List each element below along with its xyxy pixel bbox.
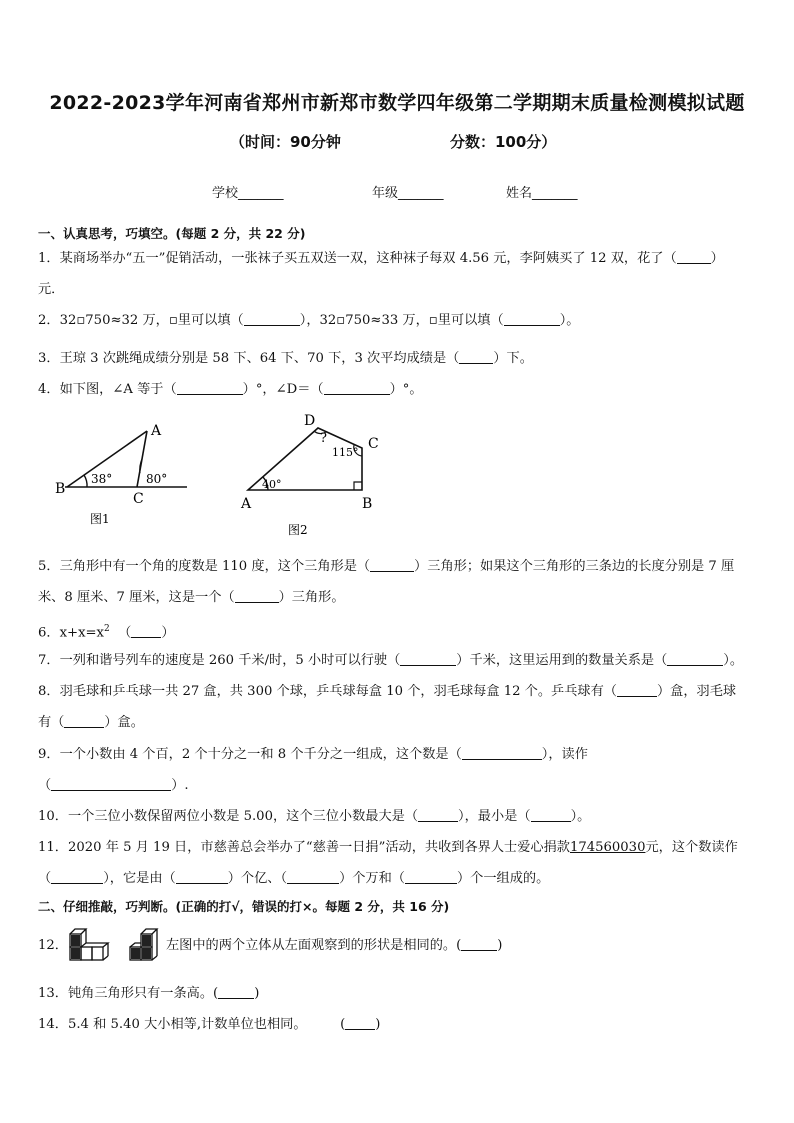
answer-blank[interactable]	[459, 348, 493, 364]
question-6: 6．$x+x=x^2$ （ ）	[38, 624, 175, 641]
fig2-angle-d: ?	[320, 431, 327, 446]
question-13: 13．钝角三角形只有一条高。( )	[38, 978, 760, 1009]
figure-2	[238, 410, 388, 540]
fig2-label-b: B	[362, 496, 373, 512]
fig2-caption: 图2	[288, 523, 308, 537]
name-field: 姓名_______	[506, 186, 578, 201]
fig1-angle-b: 38°	[91, 472, 113, 486]
answer-blank[interactable]	[131, 622, 161, 638]
answer-blank[interactable]	[504, 310, 560, 326]
answer-blank[interactable]	[345, 1014, 375, 1030]
fig1-caption: 图1	[90, 512, 110, 526]
question-3: 3．王琼 3 次跳绳成绩分别是 58 下、64 下、70 下，3 次平均成绩是（ ）下。	[38, 343, 760, 374]
answer-blank[interactable]	[400, 650, 456, 666]
answer-blank[interactable]	[176, 868, 228, 884]
fig2-angle-a: 40°	[262, 478, 282, 491]
question-14: 14．5.4 和 5.40 大小相等,计数单位也相同。 ( )	[38, 1009, 760, 1040]
grade-field: 年级_______	[372, 186, 444, 201]
answer-blank[interactable]	[667, 650, 723, 666]
question-9: 9．一个小数由 4 个百，2 个十分之一和 8 个千分之一组成，这个数是（ ），读作	[38, 739, 760, 770]
fig2-label-d: D	[304, 413, 316, 429]
answer-blank[interactable]	[418, 806, 458, 822]
fig1-label-a: A	[151, 423, 162, 439]
question-4: 4．如下图，∠A 等于（ ）°，∠D＝（ ）°。	[38, 374, 760, 405]
fig1-label-c: C	[133, 491, 144, 507]
answer-blank[interactable]	[64, 712, 104, 728]
answer-blank[interactable]	[461, 935, 497, 951]
answer-blank[interactable]	[370, 556, 414, 572]
answer-blank[interactable]	[324, 379, 390, 395]
answer-blank[interactable]	[617, 681, 657, 697]
question-12-text: 左图中的两个立体从左面观察到的形状是相同的。( )	[166, 930, 766, 961]
answer-blank[interactable]	[244, 310, 300, 326]
fig2-label-c: C	[368, 436, 379, 452]
question-7: 7．一列和谐号列车的速度是 260 千米/时，5 小时可以行驶（ ）千米，这里运用到的数量关系是（ ）。	[38, 645, 760, 676]
question-8: 8．羽毛球和乒乓球一共 27 盒，共 300 个球，乒乓球每盒 10 个，羽毛球每盒 12 个。乒乓球有（ ）盒，羽毛球	[38, 676, 760, 707]
answer-blank[interactable]	[462, 744, 542, 760]
school-field: 学校_______	[212, 186, 284, 201]
section-2-heading: 二、仔细推敲，巧判断。(正确的打√，错误的打×。每题 2 分，共 16 分)	[38, 899, 450, 914]
question-11: 11．2020 年 5 月 19 日，市慈善总会举办了“慈善一日捐”活动，共收到各界人士爱心捐款174560030元，这个数读作	[38, 840, 738, 855]
question-5: 5．三角形中有一个角的度数是 110 度，这个三角形是（ ）三角形；如果这个三角形的三条边的长度分别是 7 厘	[38, 551, 760, 582]
question-9-cont: （ ）.	[38, 770, 760, 801]
question-8-cont: 有（ ）盒。	[38, 707, 760, 738]
answer-blank[interactable]	[177, 379, 243, 395]
cube-figures-icon	[68, 927, 166, 965]
answer-blank[interactable]	[235, 587, 279, 603]
answer-blank[interactable]	[531, 806, 571, 822]
answer-blank[interactable]	[218, 983, 254, 999]
fig1-angle-c: 80°	[146, 472, 168, 486]
time-limit: （时间：90分钟	[230, 133, 341, 151]
answer-blank[interactable]	[677, 248, 711, 264]
fig2-angle-c: 115°	[332, 446, 359, 459]
donation-amount: 174560030	[569, 840, 646, 855]
question-1-cont: 元．	[38, 282, 65, 297]
question-1: 1．某商场举办“五一”促销活动，一张袜子买五双送一双，这种袜子每双 4.56 元，李阿姨买了 12 双，花了（ ）	[38, 243, 760, 274]
answer-blank[interactable]	[51, 775, 171, 791]
answer-blank[interactable]	[287, 868, 339, 884]
question-10: 10．一个三位小数保留两位小数是 5.00，这个三位小数最大是（ ），最小是（ ）。	[38, 801, 760, 832]
answer-blank[interactable]	[51, 868, 103, 884]
total-score: 分数：100分）	[450, 133, 557, 151]
question-11-cont: （ ），它是由（ ）个亿、（ ）个万和（ ）个一组成的。	[38, 863, 760, 894]
section-1-heading: 一、认真思考，巧填空。(每题 2 分，共 22 分)	[38, 226, 306, 241]
question-2: 2．32▫750≈32 万，▫里可以填（ ），32▫750≈33 万，▫里可以填（ ）。	[38, 305, 760, 336]
question-12: 12．	[38, 938, 68, 953]
answer-blank[interactable]	[405, 868, 457, 884]
exam-title: 2022-2023学年河南省郑州市新郑市数学四年级第二学期期末质量检测模拟试题	[49, 92, 745, 114]
question-5-cont: 米、8 厘米、7 厘米，这是一个（ ）三角形。	[38, 582, 760, 613]
fig1-label-b: B	[55, 481, 66, 497]
figure-1	[55, 415, 205, 530]
fig2-label-a: A	[241, 496, 252, 512]
